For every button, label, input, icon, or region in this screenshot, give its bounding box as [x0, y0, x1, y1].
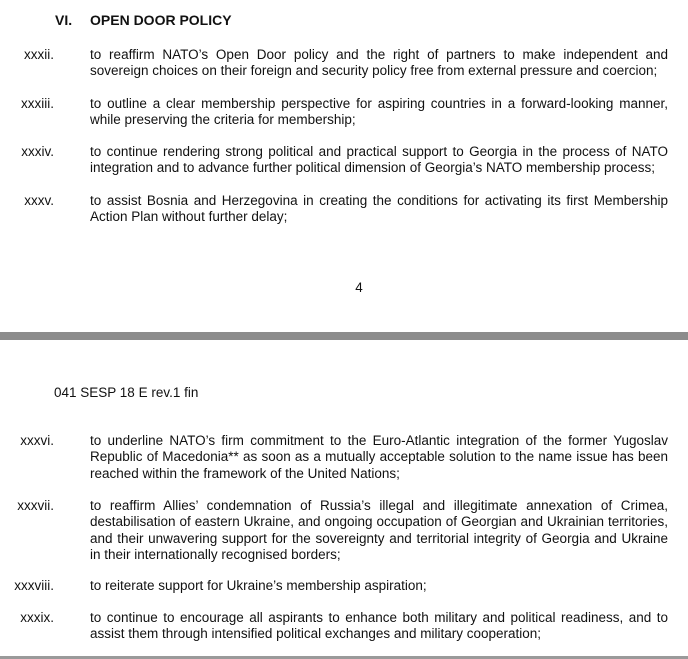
- page-break-divider: [0, 332, 688, 340]
- document-page-bottom: [0, 340, 688, 656]
- item-numeral: xxxvi.: [20, 433, 54, 448]
- section-number: VI.: [55, 12, 73, 28]
- item-numeral: xxxviii.: [14, 578, 54, 593]
- item-numeral: xxxii.: [24, 47, 54, 62]
- item-numeral: xxxvii.: [17, 498, 54, 513]
- item-numeral: xxxiv.: [21, 144, 54, 159]
- item-numeral: xxxiii.: [21, 96, 54, 111]
- page-number: 4: [355, 280, 363, 295]
- item-numeral: xxxix.: [20, 610, 54, 625]
- item-text: to assist Bosnia and Herzegovina in creating the conditions for activating its first Membership Action Plan without further delay;: [90, 193, 668, 225]
- section-title: OPEN DOOR POLICY: [90, 12, 232, 28]
- item-text: to continue to encourage all aspirants to enhance both military and political readiness, and to assist them through intensified political exchanges and military cooperation;: [90, 610, 668, 642]
- item-text: to underline NATO’s firm commitment to the Euro-Atlantic integration of the former Yugoslav Republic of Macedonia** as soon as a mutually acceptable solution to the name issue has been reached within the framework of the United Nations;: [90, 433, 668, 481]
- item-text: to outline a clear membership perspective for aspiring countries in a forward-looking manner, while preserving the criteria for membership;: [90, 96, 668, 128]
- item-text: to reiterate support for Ukraine’s membership aspiration;: [90, 578, 427, 593]
- item-numeral: xxxv.: [24, 193, 54, 208]
- section-heading: [55, 12, 232, 28]
- item-text: to reaffirm NATO’s Open Door policy and the right of partners to make independent and sovereign choices on their foreign and security policy free from external pressure and coercion;: [90, 47, 668, 79]
- document-reference: 041 SESP 18 E rev.1 fin: [54, 385, 199, 400]
- item-text: to continue rendering strong political and practical support to Georgia in the process of NATO integration and to advance further political dimension of Georgia’s NATO membership process;: [90, 144, 668, 176]
- item-text: to reaffirm Allies’ condemnation of Russia’s illegal and illegitimate annexation of Crimea, destabilisation of eastern Ukraine, and ongoing occupation of Georgian and Ukrainian territories, and their unwavering support for the sovereignty and territorial integrity of Georgia and Ukraine in their internationally recognised borders;: [90, 498, 668, 562]
